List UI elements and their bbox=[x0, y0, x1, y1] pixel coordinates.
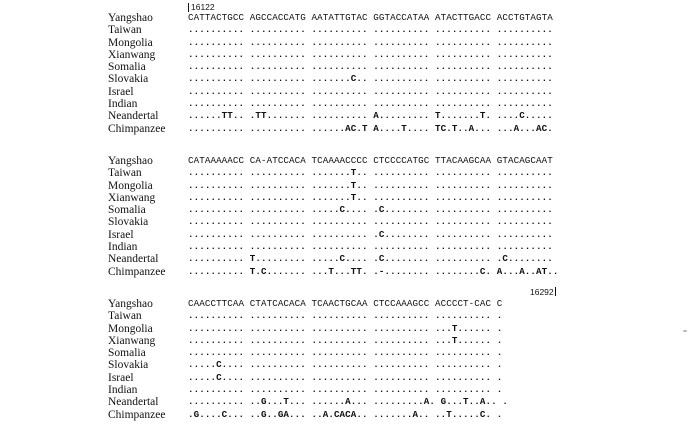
sequence-text: .....C.... .......... .......... .......... .......... . bbox=[188, 371, 503, 383]
population-label: Neandertal bbox=[108, 110, 159, 123]
sequence-text: .......... T.C....... ...T...TT. .-........ ........C. A...A..AT.. bbox=[188, 265, 559, 277]
population-label: Indian bbox=[108, 384, 138, 397]
population-label: Chimpanzee bbox=[108, 122, 166, 135]
sequence-text: .......... .......... .......... .......... .......... . bbox=[188, 384, 503, 396]
population-label: Somalia bbox=[108, 347, 146, 360]
population-label: Somalia bbox=[108, 61, 146, 74]
sequence-text: .G....C... ..G..GA... ..A.CACA.. .......A.. ..T.....C. . bbox=[188, 408, 503, 420]
sequence-text: .......... .......... .......... .......... .......... . bbox=[188, 347, 503, 359]
population-label: Chimpanzee bbox=[108, 265, 166, 278]
sequence-text: .......... .......... .......... .......... .......... .......... bbox=[188, 98, 553, 110]
sequence-text: .......... .......... ......AC.T A....T.... TC.T..A... ...A...AC. bbox=[188, 122, 553, 134]
population-label: Slovakia bbox=[108, 359, 149, 372]
population-label: Yangshao bbox=[108, 12, 153, 24]
sequence-text: CATAAAAACC CA-ATCCACA TCAAAACCCC CTCCCCATGC TTACAAGCAA GTACAGCAAT bbox=[188, 155, 553, 166]
population-label: Somalia bbox=[108, 204, 146, 217]
sequence-text: .......... .......... .......... .......... .......... .......... bbox=[188, 36, 553, 48]
sequence-text: .......... T......... .....C.... .C........ .......... .C........ bbox=[188, 253, 553, 265]
sequence-text: CAACCTTCAA CTATCACACA TCAACTGCAA CTCCAAAGCC ACCCCT-CAC C bbox=[188, 298, 503, 309]
population-label: Mongolia bbox=[108, 36, 153, 49]
sequence-text: .......... .......... .......... .......... ...T...... . bbox=[188, 322, 503, 334]
end-position-label: 16292 bbox=[530, 287, 554, 297]
sequence-text: .......... .......... .......... .......... .......... .......... bbox=[188, 241, 553, 253]
end-position-tick bbox=[555, 287, 556, 296]
population-label: Yangshao bbox=[108, 155, 153, 167]
population-label: Neandertal bbox=[108, 396, 159, 409]
sequence-text: .......... .......... .....C.... .C........ .......... .......... bbox=[188, 204, 553, 216]
sequence-text: .......... .......... .......... .......... .......... .......... bbox=[188, 61, 553, 73]
sequence-text: .......... .......... .......... .......... .......... .......... bbox=[188, 48, 553, 60]
population-label: Xianwang bbox=[108, 191, 156, 204]
sequence-text: .......... .......... .......... .......... .......... . bbox=[188, 310, 503, 322]
population-label: Chimpanzee bbox=[108, 408, 166, 421]
population-label: Taiwan bbox=[108, 167, 142, 180]
sequence-text: .......... ..G...T... ......A... .........A. G...T..A.. . bbox=[188, 396, 508, 408]
population-label: Yangshao bbox=[108, 298, 153, 310]
population-label: Taiwan bbox=[108, 310, 142, 323]
sequence-text: .......... .......... .......T.. .......... .......... .......... bbox=[188, 191, 553, 203]
sequence-text: ......TT.. .TT....... .......... A......... T.......T. ....C..... bbox=[188, 110, 553, 122]
sequence-text: .......... .......... .......C.. .......... .......... .......... bbox=[188, 73, 553, 85]
sequence-text: .......... .......... .......... .......... .......... .......... bbox=[188, 85, 553, 97]
population-label: Neandertal bbox=[108, 253, 159, 266]
population-label: Xianwang bbox=[108, 334, 156, 347]
sequence-text: CATTACTGCC AGCCACCATG AATATTGTAC GGTACCATAA ATACTTGACC ACCTGTAGTA bbox=[188, 12, 553, 23]
sequence-text: .......... .......... .......T.. .......... .......... .......... bbox=[188, 167, 553, 179]
population-label: Mongolia bbox=[108, 322, 153, 335]
population-label: Indian bbox=[108, 241, 138, 254]
population-label: Israel bbox=[108, 85, 134, 98]
population-label: Slovakia bbox=[108, 216, 149, 229]
population-label: Mongolia bbox=[108, 179, 153, 192]
sequence-text: .......... .......... .......... .C........ .......... .......... bbox=[188, 228, 553, 240]
start-position-label: 16122 bbox=[191, 2, 215, 12]
sequence-text: .......... .......... .......... .......... ...T...... . bbox=[188, 334, 503, 346]
population-label: Taiwan bbox=[108, 24, 142, 37]
population-label: Indian bbox=[108, 98, 138, 111]
population-label: Slovakia bbox=[108, 73, 149, 86]
sequence-text: .......... .......... .......... .......... .......... .......... bbox=[188, 216, 553, 228]
population-label: Israel bbox=[108, 371, 134, 384]
scan-speck bbox=[683, 330, 687, 332]
sequence-text: .......... .......... .......T.. .......... .......... .......... bbox=[188, 179, 553, 191]
sequence-text: .....C.... .......... .......... .......... .......... . bbox=[188, 359, 503, 371]
sequence-text: .......... .......... .......... .......... .......... .......... bbox=[188, 24, 553, 36]
population-label: Xianwang bbox=[108, 48, 156, 61]
start-position-tick bbox=[188, 3, 189, 12]
population-label: Israel bbox=[108, 228, 134, 241]
